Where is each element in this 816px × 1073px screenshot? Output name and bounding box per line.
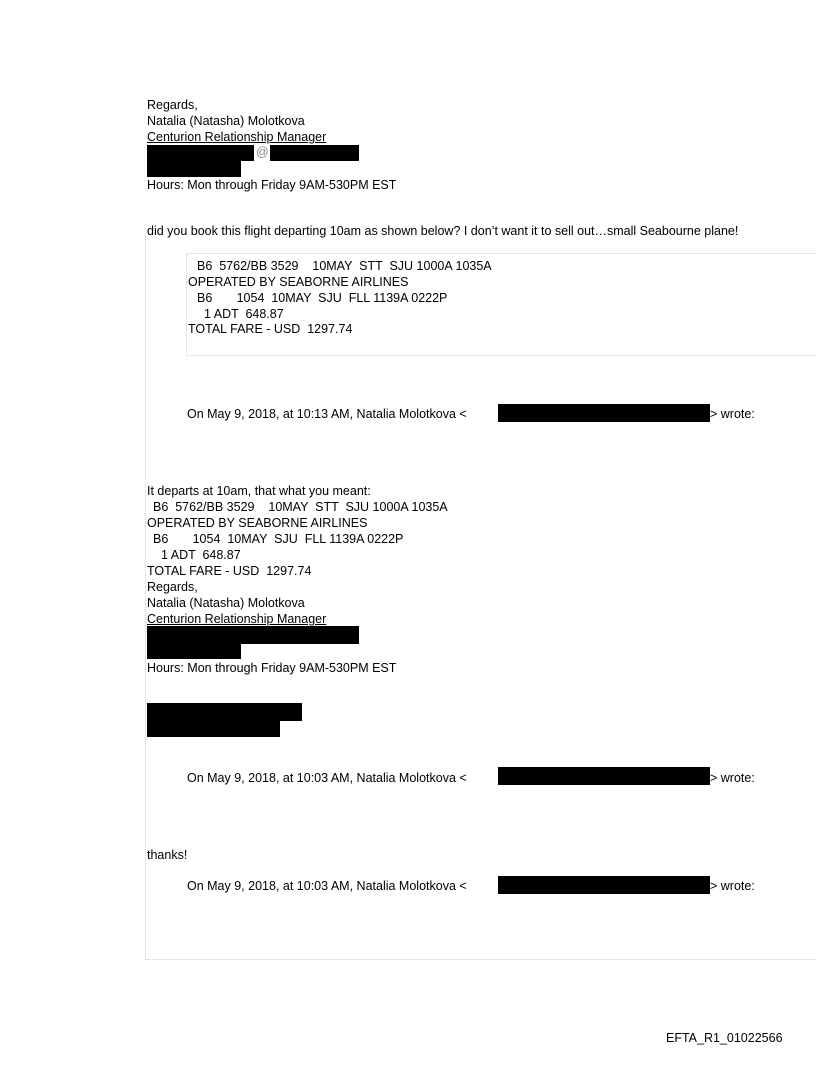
reply-header-3-suffix: > wrote: — [710, 879, 755, 893]
message-departs-line-4: 1 ADT 648.87 — [161, 548, 241, 562]
redaction-signature-2-email — [147, 626, 359, 644]
signature-at-sign: @ — [256, 145, 269, 159]
message-departs-line-1: B6 5762/BB 3529 10MAY STT SJU 1000A 1035A — [153, 500, 448, 514]
redaction-block-1 — [147, 703, 302, 721]
signature-name: Natalia (Natasha) Molotkova — [147, 114, 305, 128]
signature-regards: Regards, — [147, 98, 198, 112]
redaction-signature-2-phone — [147, 644, 241, 659]
reply-header-2-suffix: > wrote: — [710, 771, 755, 785]
signature-hours: Hours: Mon through Friday 9AM-530PM EST — [147, 178, 397, 192]
message-departs-regards: Regards, — [147, 580, 198, 594]
message-departs-line-5: TOTAL FARE - USD 1297.74 — [147, 564, 312, 578]
redaction-phone — [147, 161, 241, 177]
message-departs-name: Natalia (Natasha) Molotkova — [147, 596, 305, 610]
message-thanks: thanks! — [147, 848, 188, 862]
redaction-block-2 — [147, 721, 280, 737]
quote-line-4: 1 ADT 648.87 — [204, 307, 284, 321]
reply-header-3-prefix: On May 9, 2018, at 10:03 AM, Natalia Molotkova < — [187, 879, 467, 893]
signature-title: Centurion Relationship Manager — [147, 130, 327, 144]
reply-header-1-prefix: On May 9, 2018, at 10:13 AM, Natalia Molotkova < — [187, 407, 467, 421]
message-departs-hours: Hours: Mon through Friday 9AM-530PM EST — [147, 661, 397, 675]
redaction-header-2-email — [498, 767, 710, 785]
reply-header-2-prefix: On May 9, 2018, at 10:03 AM, Natalia Molotkova < — [187, 771, 467, 785]
quote-line-1: B6 5762/BB 3529 10MAY STT SJU 1000A 1035A — [197, 259, 492, 273]
redaction-email-domain — [270, 145, 359, 161]
redaction-header-3-email — [498, 876, 710, 894]
quote-line-3: B6 1054 10MAY SJU FLL 1139A 0222P — [197, 291, 448, 305]
message-departs-title: Centurion Relationship Manager — [147, 612, 327, 626]
redaction-email-user — [147, 145, 254, 161]
redaction-header-1-email — [498, 404, 710, 422]
document-id: EFTA_R1_01022566 — [666, 1031, 783, 1045]
message-departs-line-0: It departs at 10am, that what you meant: — [147, 484, 371, 498]
message-question: did you book this flight departing 10am as shown below? I don’t want it to sell out…small Seabourne plane! — [147, 224, 739, 238]
message-departs-line-3: B6 1054 10MAY SJU FLL 1139A 0222P — [153, 532, 404, 546]
reply-header-1-suffix: > wrote: — [710, 407, 755, 421]
message-departs-line-2: OPERATED BY SEABORNE AIRLINES — [147, 516, 368, 530]
quote-line-2: OPERATED BY SEABORNE AIRLINES — [188, 275, 409, 289]
quote-line-5: TOTAL FARE - USD 1297.74 — [188, 322, 353, 336]
